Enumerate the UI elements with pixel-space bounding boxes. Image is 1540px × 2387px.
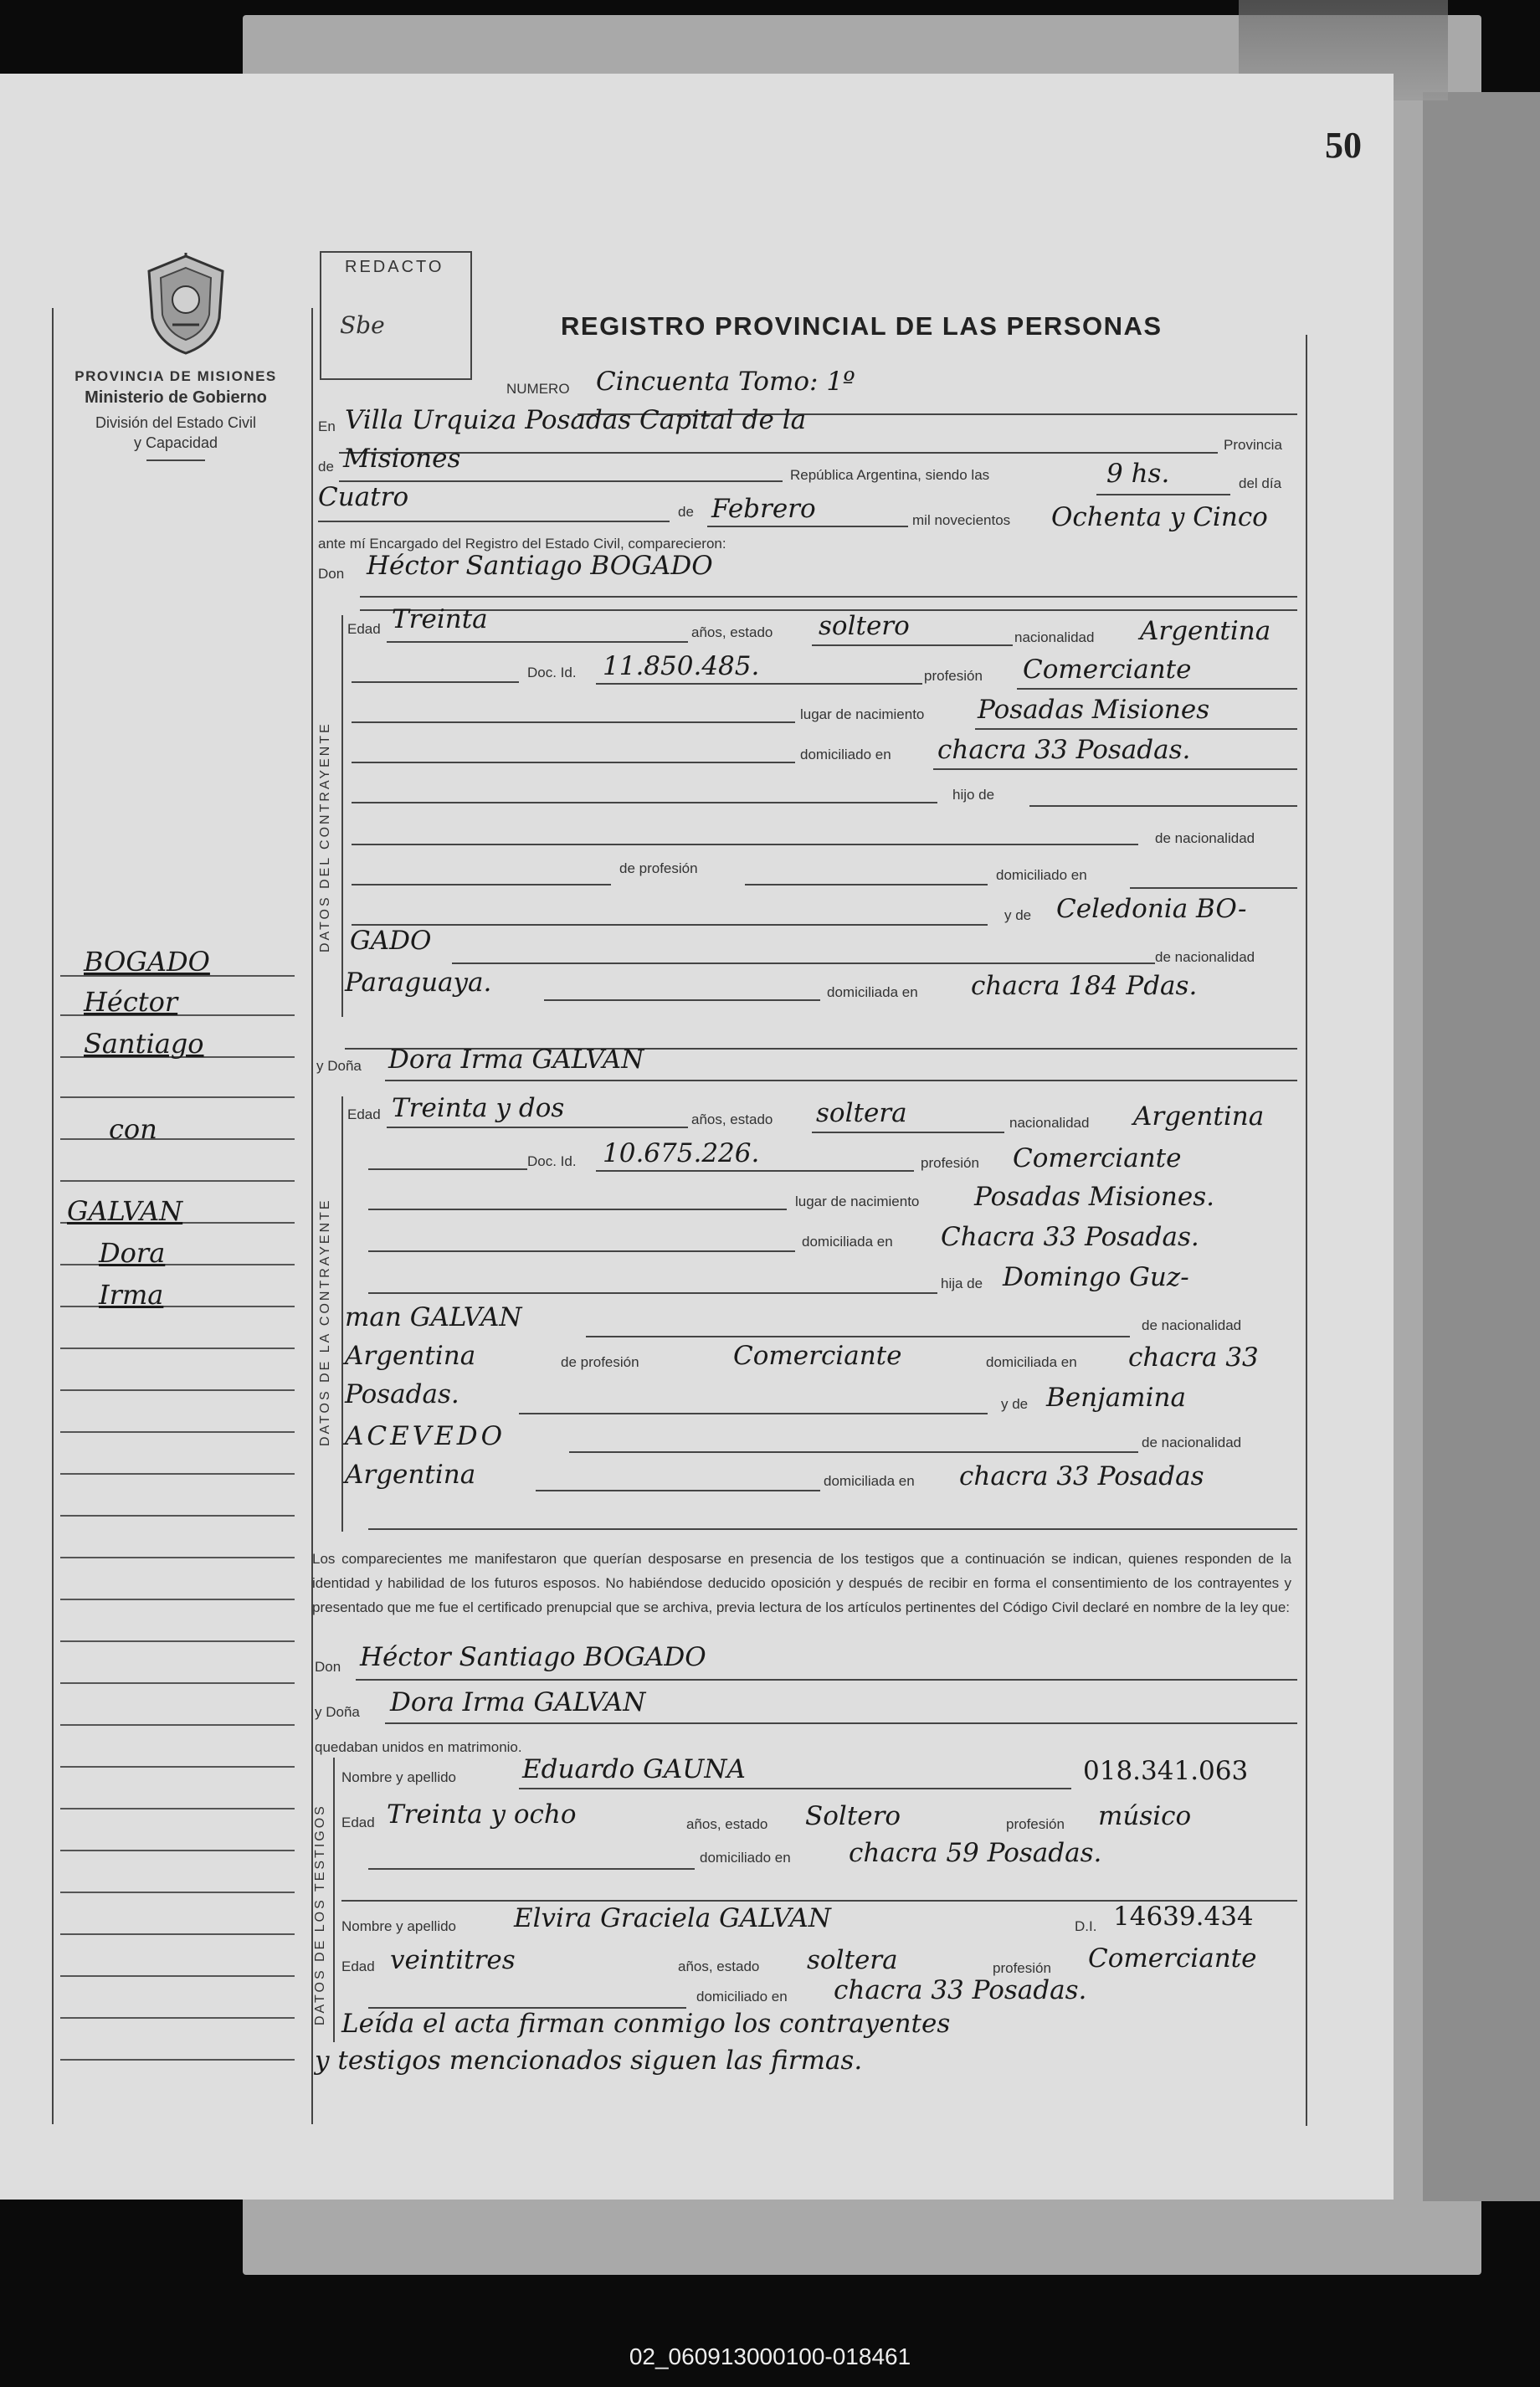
- bride-dona-value: Dora Irma GALVAN: [388, 1045, 644, 1075]
- groom-madre-domicilio-value: chacra 184 Pdas.: [971, 971, 1198, 1001]
- groom-y-de-label: y de: [1004, 907, 1032, 923]
- bride-profesion-label: profesión: [921, 1155, 979, 1171]
- groom-de-profesion-label: de profesión: [619, 860, 698, 876]
- dia-value: Cuatro: [318, 482, 409, 512]
- side-header: [50, 368, 301, 461]
- bride-lugar-label: lugar de nacimiento: [795, 1194, 920, 1209]
- bride-doc-value: 10.675.226.: [603, 1138, 760, 1168]
- bride-lugar-value: Posadas Misiones.: [974, 1182, 1214, 1212]
- w2-doc-value: 14639.434: [1113, 1902, 1254, 1932]
- bride-padre-value-2: man GALVAN: [345, 1302, 522, 1332]
- w1-nombre-label: Nombre y apellido: [341, 1769, 457, 1785]
- w2-edad-label: Edad: [341, 1958, 375, 1974]
- w1-estado-value: Soltero: [805, 1801, 901, 1831]
- groom-madre-nacionalidad-value: Paraguaya.: [345, 968, 492, 998]
- groom-domiciliado-en-label: domiciliado en: [996, 867, 1087, 883]
- redacto-label: REDACTO: [345, 258, 444, 276]
- bride-padre-nacionalidad-value: Argentina: [345, 1341, 476, 1371]
- bride-profesion-value: Comerciante: [1013, 1143, 1182, 1173]
- bride-domicilio-value: Chacra 33 Posadas.: [941, 1222, 1199, 1252]
- ante-text: ante mí Encargado del Registro del Estado Civil, comparecieron:: [318, 536, 726, 552]
- w2-estado-value: soltera: [807, 1945, 898, 1975]
- right-edge-strip: [1423, 92, 1540, 2201]
- groom-domicilio-label: domiciliado en: [800, 747, 891, 762]
- w1-edad-label: Edad: [341, 1815, 375, 1830]
- declaration-paragraph: Los comparecientes me manifestaron que querían desposarse en presencia de los testigos que a continuación se indican, quienes responden de la identidad y habilidad de los futuros esposos. No habiéndose deducido oposición y después de recibir en forma el consentimiento de los contrayentes y presentado que me fue el certificado prenupcial que se archiva, previa lectura de los artículos pertinentes del Código Civil declaré en nombre de la ley que:: [312, 1551, 1291, 1615]
- bride-nacionalidad-value: Argentina: [1133, 1101, 1265, 1132]
- groom-section-label: DATOS DEL CONTRAYENTE: [318, 721, 332, 952]
- numero-label: NUMERO: [506, 381, 570, 397]
- margin-name2-bride: Irma: [99, 1279, 164, 1311]
- margin-surname-groom: BOGADO: [84, 946, 210, 978]
- w1-edad-value: Treinta y ocho: [387, 1799, 577, 1830]
- bride-padre-domicilio-label: domiciliada en: [986, 1354, 1077, 1370]
- right-frame-line: [1306, 335, 1307, 2126]
- bride-madre-value-1: Benjamina: [1046, 1383, 1186, 1413]
- provincia-label: Provincia: [1224, 437, 1282, 453]
- w1-doc-value: 018.341.063: [1083, 1756, 1249, 1786]
- margin-name2-groom: Santiago: [84, 1028, 204, 1060]
- groom-nacionalidad-label: nacionalidad: [1014, 629, 1095, 645]
- don-value: Héctor Santiago BOGADO: [367, 551, 713, 581]
- w2-profesion-label: profesión: [993, 1960, 1051, 1976]
- margin-con: con: [109, 1113, 157, 1145]
- bride-padre-profesion-value: Comerciante: [733, 1341, 902, 1371]
- decl-dona-value: Dora Irma GALVAN: [390, 1687, 646, 1717]
- bride-section-line: [341, 1096, 343, 1532]
- w2-edad-value: veintitres: [390, 1945, 516, 1975]
- groom-section-line: [341, 615, 343, 1017]
- anio-value: Ochenta y Cinco: [1051, 502, 1268, 532]
- redacto-value: Sbe: [340, 311, 385, 339]
- w1-anos-label: años, estado: [686, 1816, 768, 1832]
- groom-doc-label: Doc. Id.: [527, 665, 577, 680]
- w2-anos-label: años, estado: [678, 1958, 760, 1974]
- decl-dona-label: y Doña: [315, 1704, 360, 1720]
- mil-label: mil novecientos: [912, 512, 1011, 528]
- groom-madre-value-2: GADO: [350, 926, 432, 956]
- w2-domicilio-value: chacra 33 Posadas.: [834, 1975, 1087, 2005]
- decl-closing: quedaban unidos en matrimonio.: [315, 1739, 522, 1755]
- bride-doc-label: Doc. Id.: [527, 1153, 577, 1169]
- en-label: En: [318, 418, 336, 434]
- register-title: REGISTRO PROVINCIAL DE LAS PERSONAS: [561, 311, 1163, 341]
- ministry-label: Ministerio de Gobierno: [85, 388, 267, 407]
- groom-nacionalidad-value: Argentina: [1140, 616, 1271, 646]
- decl-don-value: Héctor Santiago BOGADO: [360, 1642, 706, 1672]
- bride-edad-label: Edad: [347, 1106, 381, 1122]
- groom-anos-label: años, estado: [691, 624, 773, 640]
- numero-value: Cincuenta Tomo: 1º: [596, 367, 855, 397]
- w2-nombre-value: Elvira Graciela GALVAN: [514, 1903, 831, 1933]
- bride-padre-domicilio-value-2: Posadas.: [345, 1379, 459, 1409]
- redacto-box: [320, 251, 472, 380]
- republica-text: República Argentina, siendo las: [790, 467, 990, 483]
- closing-line-2: y testigos mencionados siguen las firmas.: [315, 2046, 863, 2076]
- left-frame-line: [52, 308, 54, 2124]
- del-dia-label: del día: [1239, 475, 1282, 491]
- groom-de-nacionalidad-label: de nacionalidad: [1155, 830, 1255, 846]
- en-value: Villa Urquiza Posadas Capital de la: [345, 405, 807, 435]
- groom-madre-nacionalidad-label: de nacionalidad: [1155, 949, 1255, 965]
- w1-domicilio-value: chacra 59 Posadas.: [849, 1838, 1102, 1868]
- witness-section-line: [333, 1758, 335, 2042]
- province-label: PROVINCIA DE MISIONES: [74, 368, 277, 384]
- closing-line-1: Leída el acta firman conmigo los contrayentes: [341, 2009, 951, 2039]
- hora-value: 9 hs.: [1106, 459, 1170, 489]
- bride-section-label: DATOS DE LA CONTRAYENTE: [318, 1198, 332, 1446]
- groom-lugar-label: lugar de nacimiento: [800, 706, 925, 722]
- groom-lugar-value: Posadas Misiones: [978, 695, 1210, 725]
- mes-value: Febrero: [711, 494, 816, 524]
- margin-name-bride: Dora: [99, 1237, 166, 1269]
- bride-hija-label: hija de: [941, 1276, 983, 1291]
- bride-padre-profesion-label: de profesión: [561, 1354, 639, 1370]
- w2-profesion-value: Comerciante: [1088, 1943, 1257, 1974]
- w2-nombre-label: Nombre y apellido: [341, 1918, 457, 1934]
- groom-madre-value-1: Celedonia BO-: [1056, 894, 1247, 924]
- w1-domicilio-label: domiciliado en: [700, 1850, 791, 1866]
- groom-edad-value: Treinta: [392, 604, 488, 634]
- groom-madre-domicilio-label: domiciliada en: [827, 984, 918, 1000]
- bride-padre-value-1: Domingo Guz-: [1003, 1262, 1189, 1292]
- bride-madre-domicilio-label: domiciliada en: [824, 1473, 915, 1489]
- bride-madre-nacionalidad-value: Argentina: [345, 1460, 476, 1490]
- de-value: Misiones: [343, 444, 461, 474]
- bride-madre-domicilio-value: chacra 33 Posadas: [959, 1461, 1204, 1491]
- groom-estado-value: soltero: [819, 611, 910, 641]
- w1-profesion-label: profesión: [1006, 1816, 1065, 1832]
- page-number: 50: [1325, 125, 1362, 166]
- bride-padre-nacionalidad-label: de nacionalidad: [1142, 1317, 1242, 1333]
- bride-estado-value: soltera: [816, 1098, 907, 1128]
- don-label: Don: [318, 566, 345, 582]
- groom-profesion-value: Comerciante: [1023, 654, 1192, 685]
- bride-madre-nacionalidad-label: de nacionalidad: [1142, 1435, 1242, 1450]
- w1-nombre-value: Eduardo GAUNA: [522, 1754, 746, 1784]
- groom-profesion-label: profesión: [924, 668, 983, 684]
- margin-surname-bride: GALVAN: [67, 1195, 183, 1227]
- bride-madre-value-2: ACEVEDO: [345, 1421, 506, 1451]
- witness-section-label: DATOS DE LOS TESTIGOS: [313, 1804, 327, 2025]
- bride-edad-value: Treinta y dos: [392, 1093, 565, 1123]
- groom-domicilio-value: chacra 33 Posadas.: [937, 735, 1191, 765]
- scan-id: 02_060913000100-018461: [629, 2343, 911, 2369]
- coat-of-arms-icon: [139, 253, 233, 357]
- margin-name-groom: Héctor: [84, 986, 178, 1018]
- de2-label: de: [678, 504, 694, 520]
- groom-hijo-label: hijo de: [952, 787, 995, 803]
- w2-domicilio-label: domiciliado en: [696, 1989, 788, 2005]
- bride-y-de-label: y de: [1001, 1396, 1029, 1412]
- groom-doc-value: 11.850.485.: [603, 651, 760, 681]
- bride-dona-label: y Doña: [316, 1058, 362, 1074]
- bride-anos-label: años, estado: [691, 1111, 773, 1127]
- groom-edad-label: Edad: [347, 621, 381, 637]
- decl-don-label: Don: [315, 1659, 341, 1675]
- w1-profesion-value: músico: [1098, 1801, 1192, 1831]
- bride-domicilio-label: domiciliada en: [802, 1234, 893, 1250]
- de-label: de: [318, 459, 334, 475]
- bride-padre-domicilio-value: chacra 33: [1128, 1342, 1259, 1373]
- division-label: División del Estado Civil y Capacidad: [95, 414, 257, 451]
- w2-doc-label: D.I.: [1075, 1918, 1097, 1934]
- bride-nacionalidad-label: nacionalidad: [1009, 1115, 1090, 1131]
